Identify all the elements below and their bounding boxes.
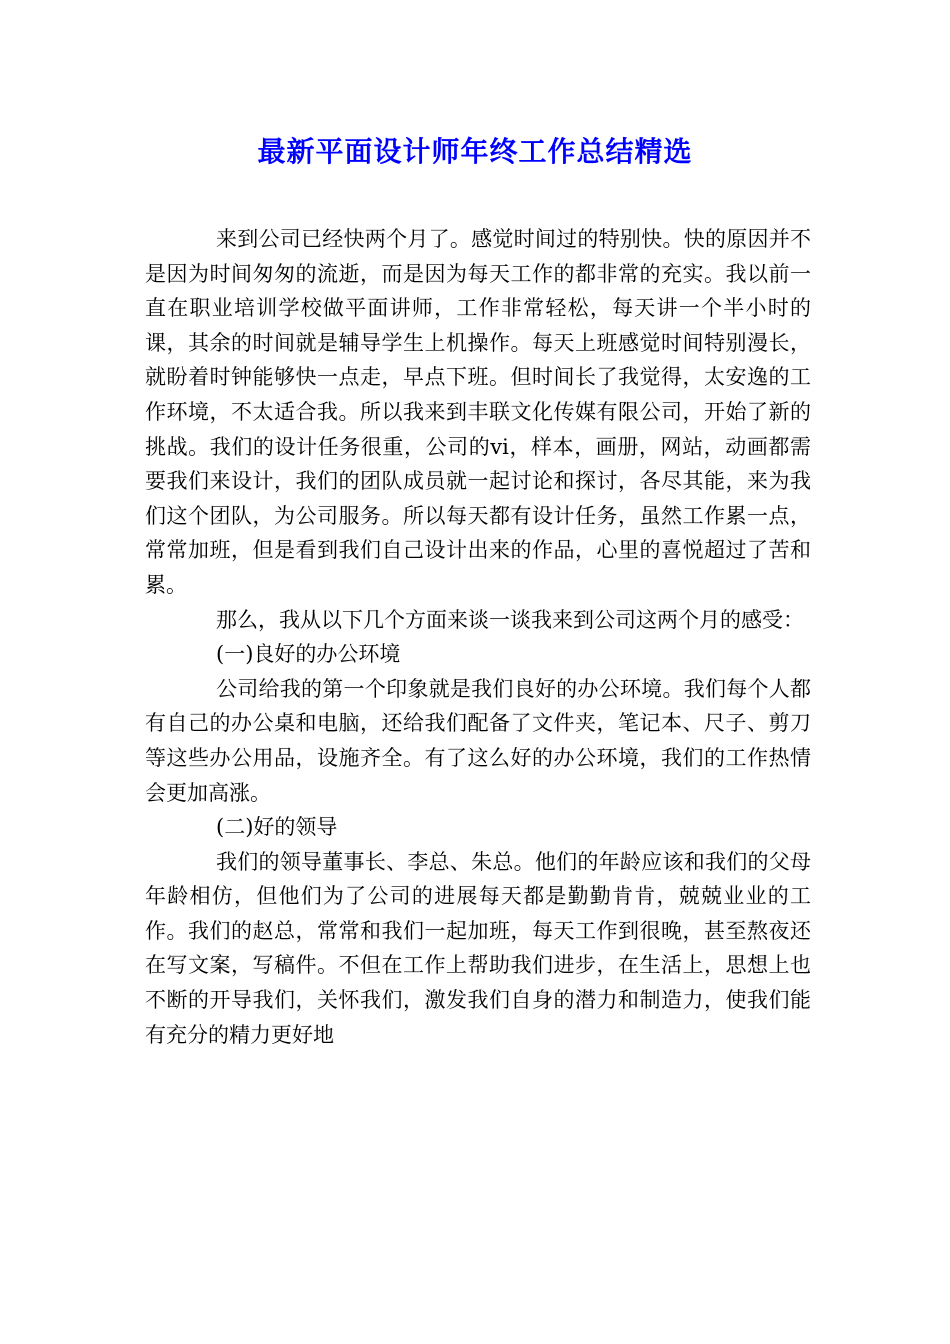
section-heading-office-environment: (一)良好的办公环境 — [216, 642, 401, 667]
paragraph-overview: 那么，我从以下几个方面来谈一谈我来到公司这两个月的感受： — [216, 607, 804, 632]
paragraph-intro: 来到公司已经快两个月了。感觉时间过的特别快。快的原因并不是因为时间匆匆的流逝，而是因为每天工作的都非常的充实。我以前一直在职业培训学校做平面讲师，工作非常轻松，每天讲一个半小时的课，其余的时间就是辅导学生上机操作。每天上班感觉时间特别漫长，就盼着时钟能够快一点走，早点下班。但时间长了我觉得，太安逸的工作环境，不太适合我。所以我来到丰联文化传媒有限公司，开始了新的挑战。我们的设计任务很重，公司的vi，样本，画册，网站，动画都需要我们来设计，我们的团队成员就一起讨论和探讨，各尽其能，来为我们这个团队，为公司服务。所以每天都有设计任务，虽然工作累一点，常常加班，但是看到我们自己设计出来的作品，心里的喜悦超过了苦和累。 — [145, 227, 811, 597]
document-title: 最新平面设计师年终工作总结精选 — [257, 135, 693, 168]
paragraph-leadership: 我们的领导董事长、李总、朱总。他们的年龄应该和我们的父母年龄相仿，但他们为了公司的进展每天都是勤勤肯肯，兢兢业业的工作。我们的赵总，常常和我们一起加班，每天工作到很晚，甚至熬夜还在写文案，写稿件。不但在工作上帮助我们进步，在生活上，思想上也不断的开导我们，关怀我们，激发我们自身的潜力和制造力，使我们能有充分的精力更好地 — [145, 849, 811, 1047]
document-body — [145, 222, 811, 1052]
paragraph-office-environment: 公司给我的第一个印象就是我们良好的办公环境。我们每个人都有自己的办公桌和电脑，还给我们配备了文件夹，笔记本、尺子、剪刀等这些办公用品，设施齐全。有了这么好的办公环境，我们的工作热情会更加高涨。 — [145, 676, 811, 805]
section-heading-leadership: (二)好的领导 — [216, 815, 338, 840]
